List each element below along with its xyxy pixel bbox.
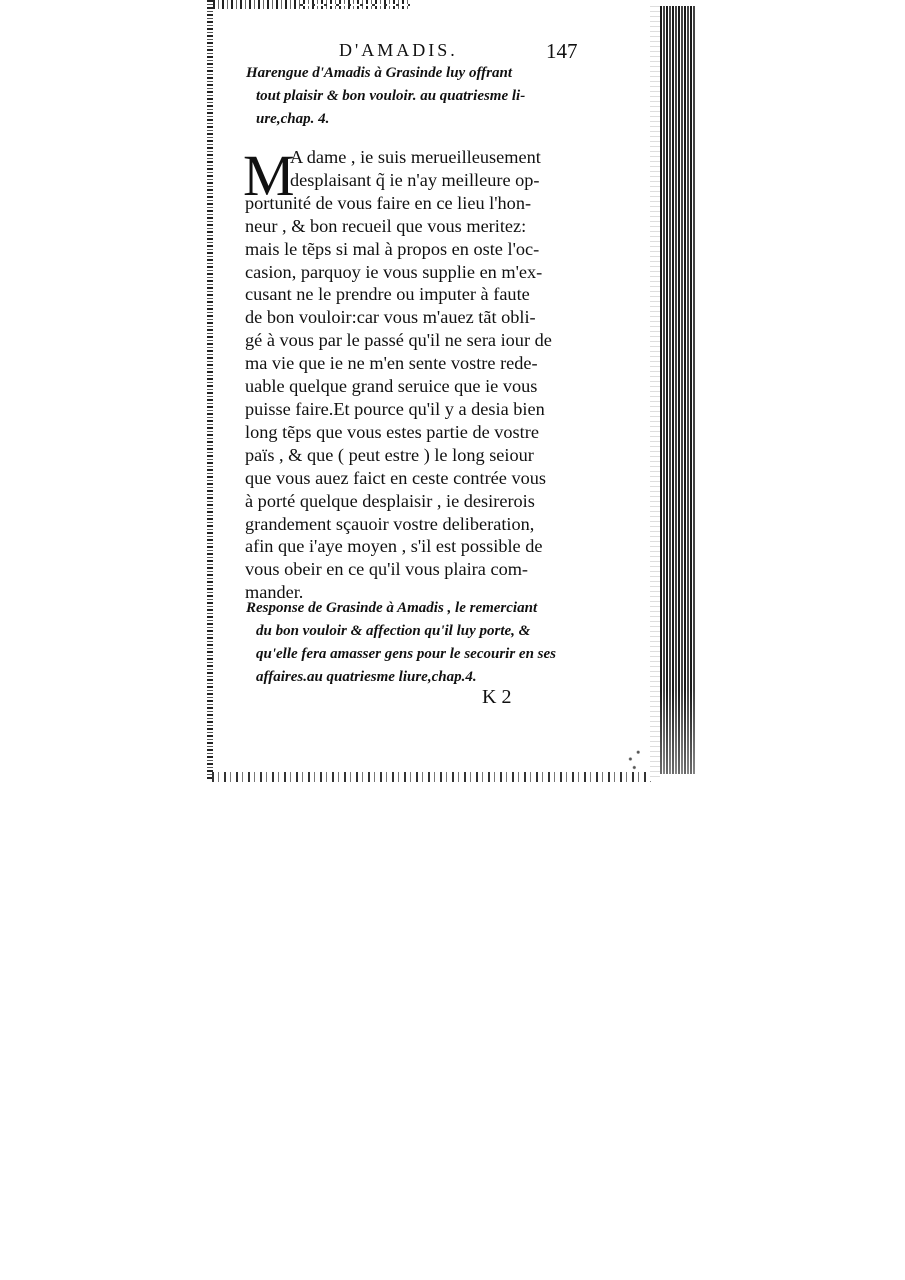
book-fore-edge-fade	[660, 690, 696, 774]
rubric-top-line: ure,chap. 4.	[256, 111, 330, 127]
body-line: mais le tẽps si mal à propos en oste l'oc-	[245, 238, 540, 259]
body-line: que vous auez faict en ceste contrée vous	[245, 467, 546, 488]
body-line: casion, parquoy ie vous supplie en m'ex-	[245, 261, 543, 282]
rubric-bottom-line: Response de Grasinde à Amadis , le remerciant	[246, 600, 538, 616]
body-line: mander.	[245, 582, 304, 603]
body-line: cusant ne le prendre ou imputer à faute	[245, 284, 530, 305]
body-line: à porté quelque desplaisir , ie desirerois	[245, 490, 535, 511]
rubric-bottom	[246, 597, 589, 689]
rubric-top-line: Harengue d'Amadis à Grasinde luy offrant	[246, 65, 513, 81]
body-line: païs , & que ( peut estre ) le long seiour	[245, 444, 534, 465]
book-fore-edge	[660, 6, 696, 774]
rubric-bottom-line: affaires.au quatriesme liure,chap.4.	[256, 669, 477, 685]
body-line: desplaisant q̃ ie n'ay meilleure op-	[290, 169, 540, 190]
body-line: ma vie que ie ne m'en sente vostre rede-	[245, 353, 538, 374]
page-bottom-edge	[212, 772, 652, 782]
body-paragraph	[243, 143, 587, 604]
corner-specks	[620, 742, 646, 776]
page-number: 147	[546, 39, 578, 63]
body-line: gé à vous par le passé qu'il ne sera iour de	[245, 330, 552, 351]
page-top-specks	[300, 4, 410, 6]
signature-mark: K 2	[482, 686, 512, 708]
rubric-top-line: tout plaisir & bon vouloir. au quatriesme li-	[256, 88, 526, 104]
body-line: de bon vouloir:car vous m'auez tãt obli-	[245, 307, 536, 328]
body-line: vous obeir en ce qu'il vous plaira com-	[245, 559, 529, 580]
body-line: A dame , ie suis merueilleusement	[290, 147, 541, 167]
body-line: neur , & bon recueil que vous meritez:	[245, 215, 527, 236]
body-line: portunité de vous faire en ce lieu l'hon-	[245, 192, 532, 213]
body-line: uable quelque grand seruice que ie vous	[245, 376, 538, 397]
page-gutter-shadow	[650, 6, 660, 781]
body-line: puisse faire.Et pource qu'il y a desia bien	[245, 398, 545, 419]
page-left-edge	[207, 0, 213, 780]
body-line: grandement sçauoir vostre deliberation,	[245, 513, 535, 534]
rubric-bottom-line: qu'elle fera amasser gens pour le secourir en ses	[256, 646, 556, 662]
body-line: afin que i'aye moyen , s'il est possible de	[245, 536, 543, 557]
running-title: D'AMADIS.	[339, 40, 458, 60]
rubric-top	[246, 62, 589, 131]
body-line: long tẽps que vous estes partie de vostre	[245, 421, 539, 442]
drop-capital: M	[243, 143, 295, 208]
rubric-bottom-line: du bon vouloir & affection qu'il luy porte, &	[256, 623, 531, 639]
